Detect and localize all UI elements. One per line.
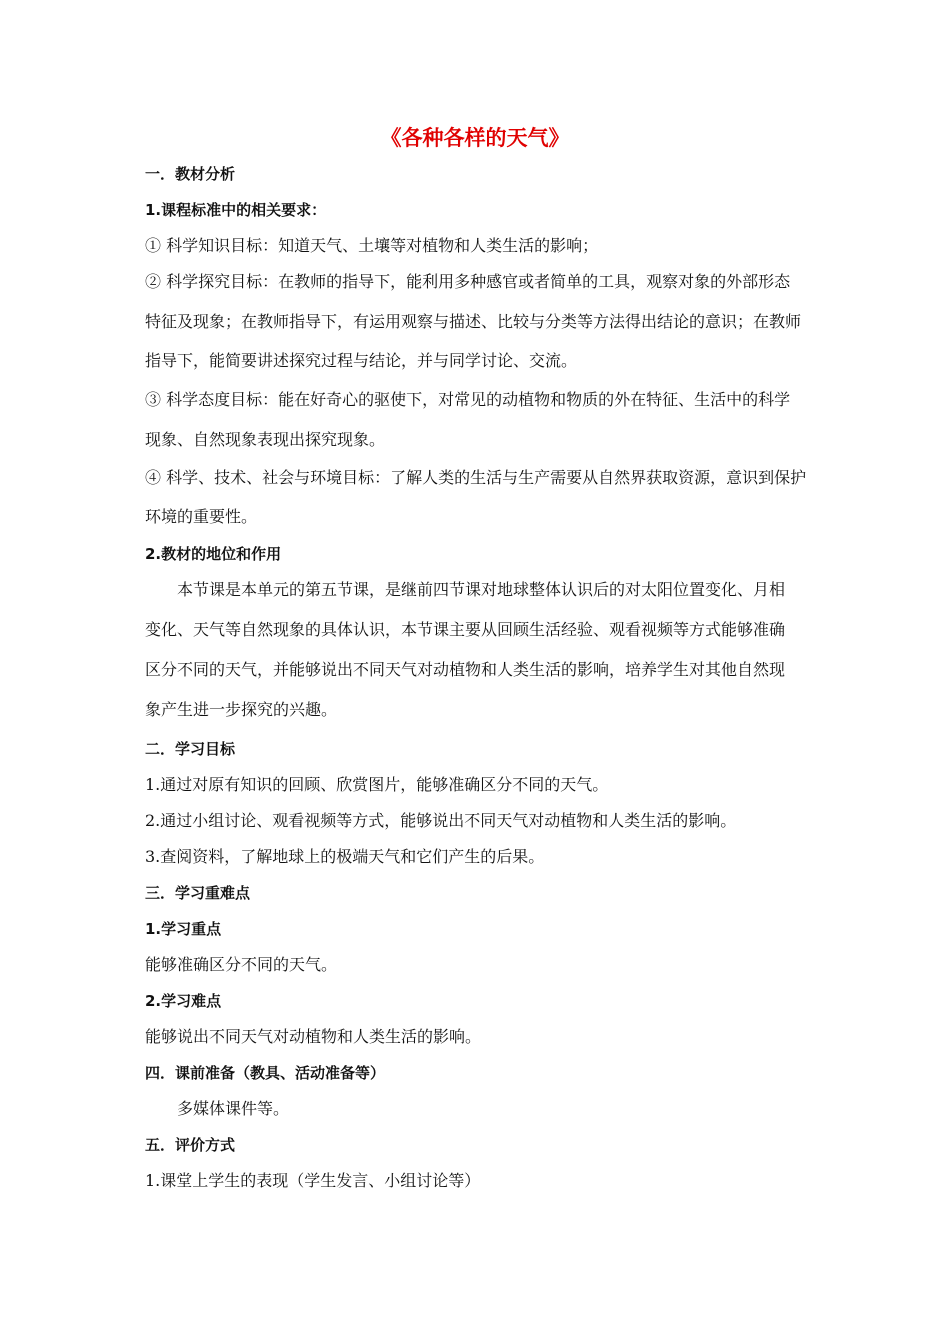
- paragraph-line: 区分不同的天气，并能够说出不同天气对动植物和人类生活的影响，培养学生对其他自然现: [145, 660, 786, 679]
- section-heading-1: 一．教材分析: [145, 165, 236, 183]
- paragraph-line: 现象、自然现象表现出探究现象。: [145, 430, 386, 449]
- paragraph-line: 本节课是本单元的第五节课，是继前四节课对地球整体认识后的对太阳位置变化、月相: [177, 580, 786, 599]
- list-item: 1.课堂上学生的表现（学生发言、小组讨论等）: [145, 1171, 481, 1190]
- paragraph-line: 多媒体课件等。: [177, 1099, 290, 1118]
- paragraph-line: 指导下，能简要讲述探究过程与结论，并与同学讨论、交流。: [145, 351, 578, 370]
- paragraph-line: 变化、天气等自然现象的具体认识，本节课主要从回顾生活经验、观看视频等方式能够准确: [145, 620, 786, 639]
- paragraph-line: 象产生进一步探究的兴趣。: [145, 700, 338, 719]
- subheading-key-points: 1.学习重点: [145, 920, 222, 938]
- paragraph-line: ④ 科学、技术、社会与环境目标：了解人类的生活与生产需要从自然界获取资源，意识到保护: [145, 468, 807, 487]
- list-item: 1.通过对原有知识的回顾、欣赏图片，能够准确区分不同的天气。: [145, 775, 609, 794]
- subheading-curriculum-standards: 1.课程标准中的相关要求：: [145, 201, 327, 219]
- list-item: 2.通过小组讨论、观看视频等方式，能够说出不同天气对动植物和人类生活的影响。: [145, 811, 737, 830]
- subheading-textbook-role: 2.教材的地位和作用: [145, 545, 282, 563]
- paragraph-line: 环境的重要性。: [145, 507, 258, 526]
- paragraph-line: 能够说出不同天气对动植物和人类生活的影响。: [145, 1027, 482, 1046]
- list-item: 3.查阅资料，了解地球上的极端天气和它们产生的后果。: [145, 847, 545, 866]
- section-heading-3: 三．学习重难点: [145, 884, 251, 902]
- paragraph-line: ① 科学知识目标：知道天气、土壤等对植物和人类生活的影响；: [145, 236, 599, 255]
- subheading-difficult-points: 2.学习难点: [145, 992, 222, 1010]
- paragraph-line: 能够准确区分不同的天气。: [145, 955, 338, 974]
- paragraph-line: ③ 科学态度目标：能在好奇心的驱使下，对常见的动植物和物质的外在特征、生活中的科学: [145, 390, 791, 409]
- paragraph-line: 特征及现象；在教师指导下，有运用观察与描述、比较与分类等方法得出结论的意识；在教师: [145, 312, 802, 331]
- document-title: 《各种各样的天气》: [380, 126, 570, 150]
- section-heading-4: 四．课前准备（教具、活动准备等）: [145, 1064, 386, 1082]
- section-heading-5: 五．评价方式: [145, 1136, 236, 1154]
- section-heading-2: 二．学习目标: [145, 740, 236, 758]
- paragraph-line: ② 科学探究目标：在教师的指导下，能利用多种感官或者简单的工具，观察对象的外部形态: [145, 272, 791, 291]
